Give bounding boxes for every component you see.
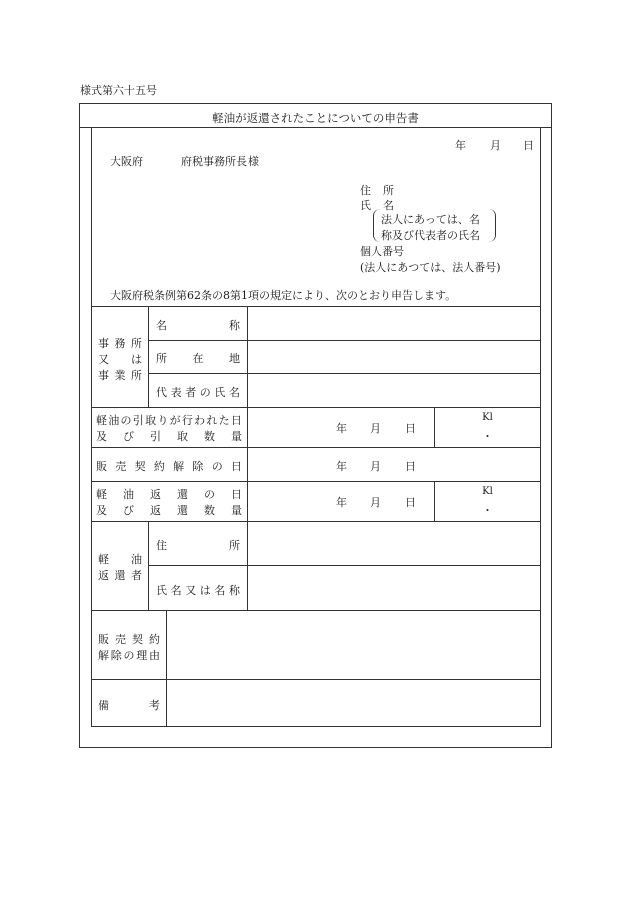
office-group-label-1: 事 務 所 [98, 337, 142, 350]
delivery-top-rule [91, 407, 541, 408]
addressee-prefecture: 大阪府 [110, 155, 143, 168]
office-group-divider [148, 306, 149, 407]
header-month-unit: 月 [490, 139, 501, 152]
delivery-qty-unit: Kl [482, 412, 493, 423]
header-day-unit: 日 [523, 139, 534, 152]
corporate-note-line2: 称及び代表者の氏名 [381, 229, 480, 242]
cancel-date-top-rule [91, 447, 541, 448]
declarant-address-label: 住 所 [360, 184, 394, 197]
returner-top-rule [91, 521, 541, 522]
returner-name-label: 氏 名 又 は 名 称 [156, 584, 240, 597]
personal-number-label: 個人番号 [360, 245, 404, 258]
returner-group-divider [148, 521, 149, 610]
declaration-text: 大阪府税条例第62条の8第1項の規定により、次のとおり申告します。 [110, 289, 457, 302]
office-representative-label: 代 表 者 の 氏 名 [156, 386, 240, 399]
returner-group-label-1: 軽 油 [98, 553, 142, 566]
delivery-label-line1: 軽 油 の 引 取 り が 行 わ れ た 日 [96, 414, 242, 427]
returner-mid-rule [148, 565, 541, 566]
corporate-note-line1: 法人にあっては、名 [381, 213, 480, 226]
addressee-honorific: 様 [248, 155, 259, 168]
office-location-label: 所 在 地 [156, 352, 240, 365]
mid-label-divider [247, 407, 248, 521]
delivery-day-unit: 日 [405, 422, 416, 435]
personal-number-note: (法人にあつては、法人番号) [360, 261, 501, 274]
delivery-year-unit: 年 [336, 422, 347, 435]
cancel-year-unit: 年 [336, 460, 347, 473]
cancel-month-unit: 月 [370, 460, 381, 473]
cancel-date-label: 販 売 契 約 解 除 の 日 [96, 460, 242, 473]
header-year-unit: 年 [455, 139, 466, 152]
return-year-unit: 年 [336, 496, 347, 509]
declarant-name-label: 氏 名 [360, 199, 394, 212]
delivery-qty-dot: ・ [482, 430, 493, 443]
cancel-reason-label-1: 販 売 契 約 [98, 633, 160, 646]
table-top-rule [91, 306, 541, 307]
returner-group-label-2: 返 還 者 [98, 569, 142, 582]
return-label-line2: 及 び 返 還 数 量 [96, 504, 242, 517]
office-name-label: 名 称 [156, 319, 240, 332]
remarks-top-rule [91, 679, 541, 680]
cancel-reason-label-2: 解 除 の 理 由 [98, 649, 160, 662]
returner-label-divider [247, 521, 248, 610]
form-title: 軽油が返還されたことについての申告書 [212, 111, 419, 125]
form-number: 様式第六十五号 [80, 84, 157, 97]
return-month-unit: 月 [370, 496, 381, 509]
office-row-rule-2 [148, 373, 541, 374]
reason-label-divider [166, 610, 167, 726]
addressee-office: 府税事務所長 [181, 155, 247, 168]
return-label-line1: 軽 油 返 還 の 日 [96, 488, 242, 501]
office-label-divider [247, 306, 248, 407]
office-group-label-3: 事 業 所 [98, 369, 142, 382]
delivery-label-line2: 及 び 引 取 数 量 [96, 430, 242, 443]
office-group-label-2: 又 は [98, 353, 142, 366]
cancel-day-unit: 日 [405, 460, 416, 473]
return-top-rule [91, 481, 541, 482]
return-day-unit: 日 [405, 496, 416, 509]
return-qty-unit: Kl [482, 486, 493, 497]
returner-address-label: 住 所 [156, 539, 240, 552]
delivery-month-unit: 月 [370, 422, 381, 435]
reason-top-rule [91, 610, 541, 611]
remarks-label: 備 考 [98, 699, 160, 712]
office-row-rule-1 [148, 340, 541, 341]
return-qty-dot: ・ [482, 504, 493, 517]
